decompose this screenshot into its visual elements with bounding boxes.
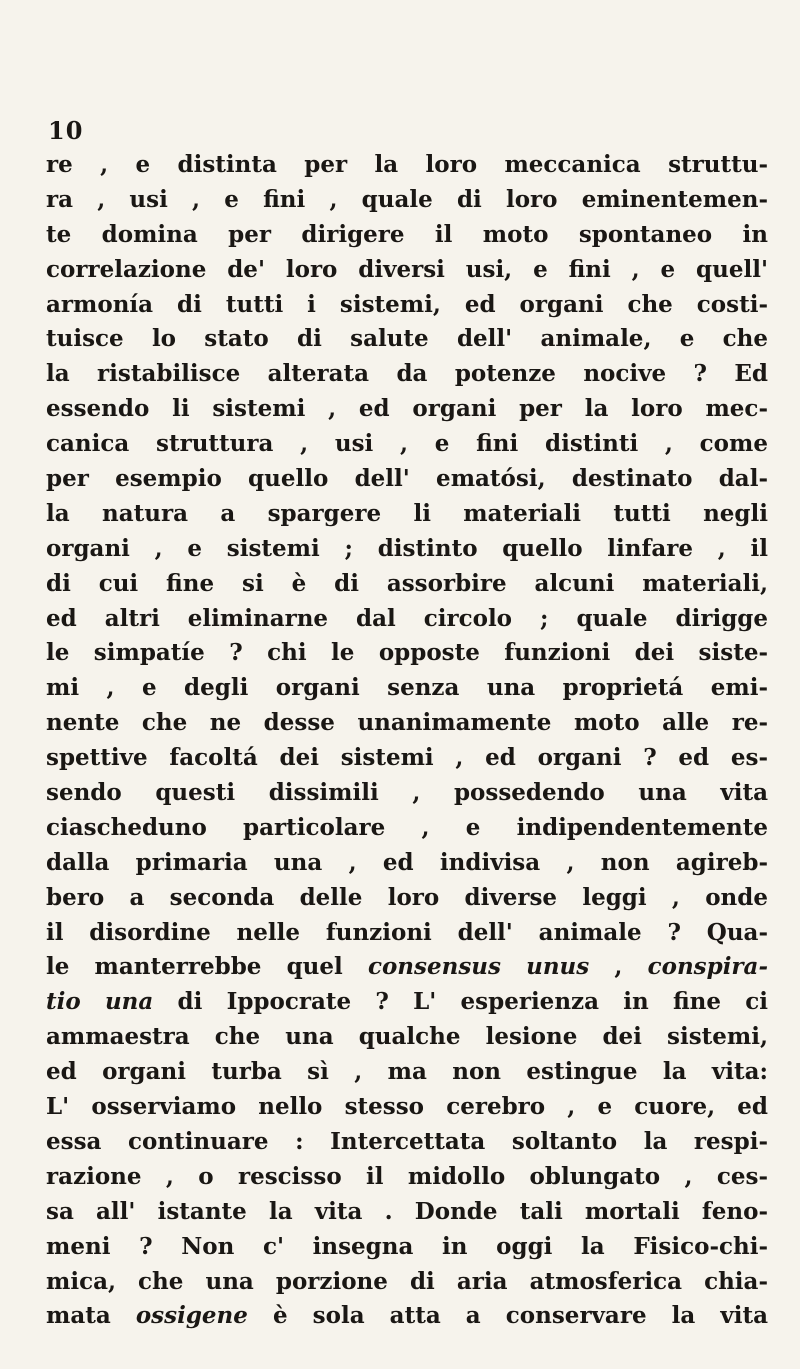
body-text <box>46 148 768 1334</box>
text-line: per esempio quello dell' ematósi, destinato dal- <box>46 465 768 493</box>
text-line-with-italics <box>46 985 768 1020</box>
text-line: il disordine nelle funzioni dell' animale ? Qua- <box>46 918 768 946</box>
text-line: re , e distinta per la loro meccanica struttu- <box>46 151 768 178</box>
text-line: spettive facoltá dei sistemi , ed organi ? ed es- <box>46 744 768 772</box>
text-line: essendo li sistemi , ed organi per la loro mec- <box>46 395 768 423</box>
text-line: sa all' istante la vita . Donde tali mortali feno- <box>46 1197 768 1225</box>
text-line: razione , o rescisso il midollo oblungato , ces- <box>46 1162 768 1190</box>
page-number: 10 <box>48 116 84 145</box>
text-line: ciascheduno particolare , e indipendentemente <box>46 813 768 841</box>
text-line: sendo questi dissimili , possedendo una vita <box>46 779 768 807</box>
latin-phrase: consensus unus <box>367 953 590 981</box>
text-line: mica, che una porzione di aria atmosferica chia- <box>46 1267 768 1295</box>
text-segment: di Ippocrate ? L' esperienza in fine ci <box>153 988 768 1016</box>
text-line: nente che ne desse unanimamente moto alle re- <box>46 709 768 737</box>
text-line: L' osserviamo nello stesso cerebro , e cuore, ed <box>46 1093 768 1121</box>
text-segment: è sola atta a conservare la vita <box>247 1302 768 1330</box>
text-segment: , <box>589 953 648 981</box>
text-line: correlazione de' loro diversi usi, e fini , e quell' <box>46 255 768 283</box>
text-segment: le manterrebbe quel <box>46 953 368 981</box>
text-line: tuisce lo stato di salute dell' animale, e che <box>46 325 768 353</box>
text-line: la ristabilisce alterata da potenze nocive ? Ed <box>46 360 768 388</box>
scientific-term: ossigene <box>135 1302 248 1330</box>
text-line: ammaestra che una qualche lesione dei sistemi, <box>46 1023 768 1051</box>
text-line: bero a seconda delle loro diverse leggi , onde <box>46 883 768 911</box>
text-line: te domina per dirigere il moto spontaneo in <box>46 220 768 248</box>
text-line-with-italics <box>46 950 768 985</box>
text-line: organi , e sistemi ; distinto quello linfare , il <box>46 534 768 562</box>
text-line: mi , e degli organi senza una proprietá emi- <box>46 674 768 702</box>
latin-phrase: tio una <box>46 988 154 1016</box>
text-line-with-italics <box>46 1299 768 1334</box>
text-line: ed organi turba sì , ma non estingue la vita: <box>46 1058 768 1086</box>
text-line: dalla primaria una , ed indivisa , non agireb- <box>46 848 768 876</box>
text-line: ra , usi , e fini , quale di loro eminentemen- <box>46 185 768 213</box>
text-line: essa continuare : Intercettata soltanto la respi- <box>46 1127 768 1155</box>
text-line: di cui fine si è di assorbire alcuni materiali, <box>46 569 768 597</box>
latin-phrase: conspira- <box>647 953 768 981</box>
text-segment: mata <box>46 1302 136 1330</box>
text-line: la natura a spargere li materiali tutti negli <box>46 499 768 527</box>
text-line: meni ? Non c' insegna in oggi la Fisico-chi- <box>46 1232 768 1260</box>
text-line: ed altri eliminarne dal circolo ; quale dirigge <box>46 604 768 632</box>
text-line: canica struttura , usi , e fini distinti , come <box>46 430 768 458</box>
text-line: le simpatíe ? chi le opposte funzioni dei siste- <box>46 639 768 667</box>
text-line: armonía di tutti i sistemi, ed organi che costi- <box>46 290 768 318</box>
